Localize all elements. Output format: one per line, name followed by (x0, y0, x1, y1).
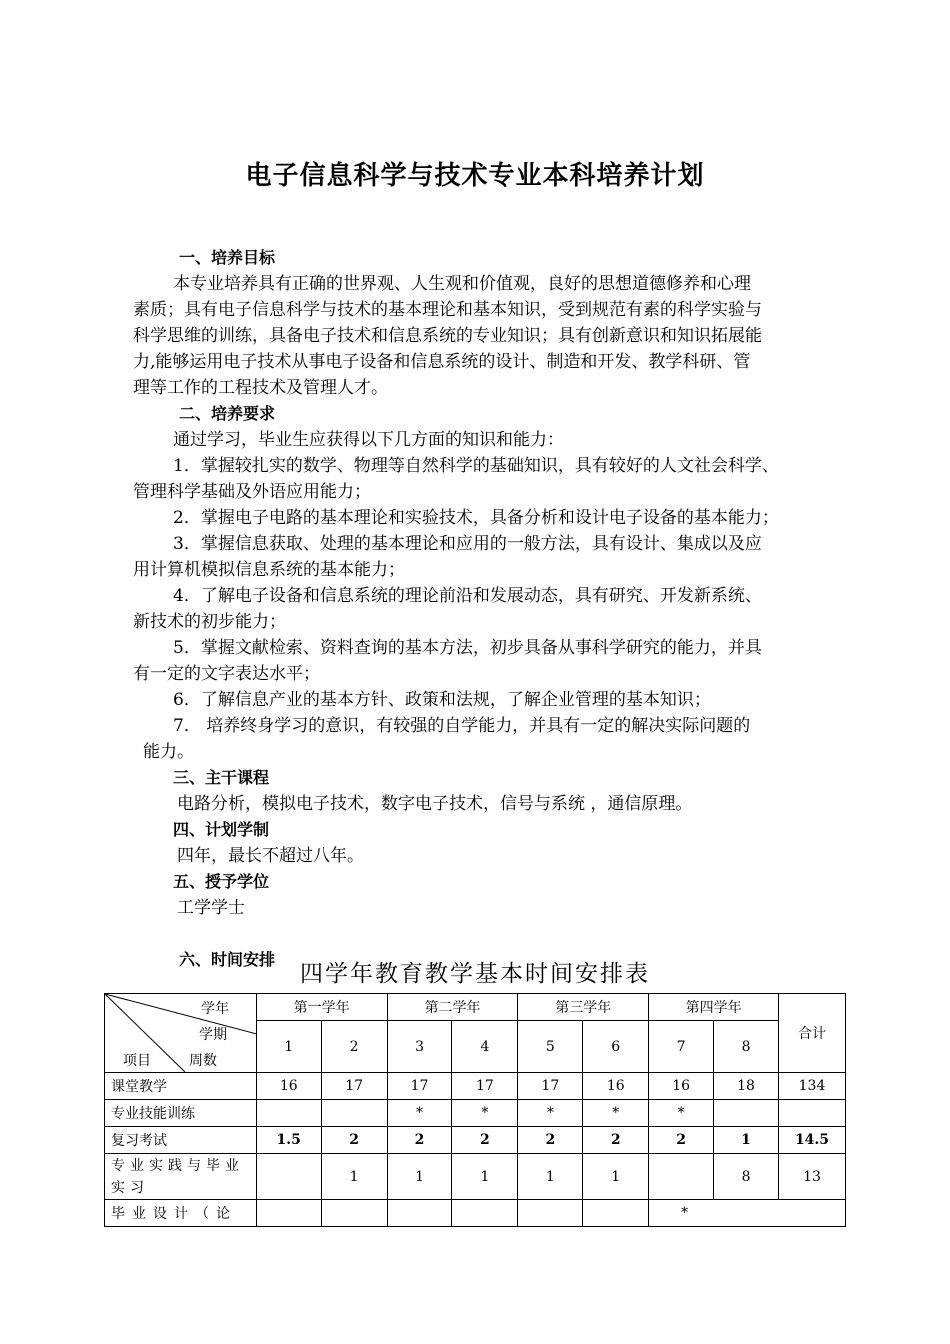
table-cell (714, 1100, 779, 1127)
objectives-line: 理等工作的工程技术及管理人才。 (133, 378, 388, 398)
table-cell: 16 (256, 1073, 321, 1100)
table-cell: 17 (518, 1073, 583, 1100)
corner-term-label: 学期 (199, 1027, 227, 1043)
table-cell: 2 (321, 1127, 387, 1154)
requirements-line: 7． 培养终身学习的意识，有较强的自学能力，并具有一定的解决实际问题的 (173, 716, 751, 736)
requirements-line: 通过学习，毕业生应获得以下几方面的知识和能力： (173, 430, 564, 450)
table-cell: 17 (452, 1073, 518, 1100)
section-heading-courses: 三、主干课程 (173, 768, 270, 787)
table-row (105, 1127, 846, 1154)
spacer (133, 921, 858, 947)
objectives-line: 科学思维的训练，具备电子技术和信息系统的专业知识；具有创新意识和知识拓展能 (133, 326, 762, 346)
table-cell: * (583, 1100, 649, 1127)
table-cell-total: 14.5 (778, 1127, 845, 1154)
term-header: 5 (518, 1021, 583, 1073)
row-label: 毕业设计（论 (105, 1200, 257, 1227)
table-cell (649, 1154, 714, 1200)
table-cell: 1 (583, 1154, 649, 1200)
section-heading-requirements: 二、培养要求 (179, 404, 276, 423)
table-cell: 16 (649, 1073, 714, 1100)
year-header: 第二学年 (387, 994, 518, 1021)
corner-year-label: 学年 (201, 1001, 229, 1017)
row-label: 专业实践与毕业实习 (105, 1154, 257, 1200)
table-cell (256, 1100, 321, 1127)
table-cell-total (778, 1100, 845, 1127)
table-cell: 16 (583, 1073, 649, 1100)
term-header: 6 (583, 1021, 649, 1073)
table-cell: * (452, 1100, 518, 1127)
table-row (105, 1073, 846, 1100)
table-cell: 18 (714, 1073, 779, 1100)
table-row (105, 1200, 846, 1227)
table-cell-total: 134 (778, 1073, 845, 1100)
term-header: 1 (256, 1021, 321, 1073)
table-row (105, 1100, 846, 1127)
table-cell: 2 (649, 1127, 714, 1154)
corner-item-label: 项目 (123, 1053, 151, 1069)
document-body (133, 245, 858, 973)
table-cell: 2 (387, 1127, 452, 1154)
page-title: 电子信息科学与技术专业本科培养计划 (245, 161, 705, 191)
table-cell: 8 (714, 1154, 779, 1200)
requirements-line: 有一定的文字表达水平； (133, 664, 320, 684)
term-header: 4 (452, 1021, 518, 1073)
table-cell: 2 (452, 1127, 518, 1154)
requirements-line: 1．掌握较扎实的数学、物理等自然科学的基础知识，具有较好的人文社会科学、 (173, 456, 779, 476)
requirements-line: 6．了解信息产业的基本方针、政策和法规，了解企业管理的基本知识； (173, 690, 711, 710)
requirements-line: 新技术的初步能力； (133, 612, 286, 632)
table-cell (387, 1200, 452, 1227)
table-corner-header (105, 994, 257, 1073)
table-cell (256, 1200, 321, 1227)
table-cell-total: 13 (778, 1154, 845, 1200)
schedule-table (104, 993, 846, 1227)
row-label: 专业技能训练 (105, 1100, 257, 1127)
table-cell: 1 (452, 1154, 518, 1200)
table-cell: * (518, 1100, 583, 1127)
row-label: 复习考试 (105, 1127, 257, 1154)
table-cell: * (649, 1100, 714, 1127)
table-row (105, 1154, 846, 1200)
table-cell (583, 1200, 649, 1227)
section-heading-degree: 五、授予学位 (173, 872, 270, 891)
table-cell: 17 (387, 1073, 452, 1100)
table-cell (321, 1100, 387, 1127)
table-cell: 1 (714, 1127, 779, 1154)
requirements-line: 管理科学基础及外语应用能力； (133, 482, 371, 502)
corner-weeks-label: 周数 (189, 1053, 217, 1069)
objectives-line: 力,能够运用电子技术从事电子设备和信息系统的设计、制造和开发、教学科研、管 (133, 352, 751, 372)
table-cell: 2 (583, 1127, 649, 1154)
duration-text: 四年，最长不超过八年。 (177, 846, 364, 866)
section-heading-objectives: 一、培养目标 (179, 248, 276, 267)
term-header: 2 (321, 1021, 387, 1073)
table-cell: * (387, 1100, 452, 1127)
requirements-line: 3．掌握信息获取、处理的基本理论和应用的一般方法，具有设计、集成以及应 (173, 534, 762, 554)
table-cell: 1 (387, 1154, 452, 1200)
section-heading-duration: 四、计划学制 (173, 820, 270, 839)
table-cell: 1.5 (256, 1127, 321, 1154)
section-heading-schedule: 六、时间安排 (179, 950, 276, 969)
table-cell (518, 1200, 583, 1227)
term-header: 8 (714, 1021, 779, 1073)
table-title: 四学年教育教学基本时间安排表 (300, 961, 650, 987)
total-header: 合计 (778, 994, 845, 1073)
requirements-line: 用计算机模拟信息系统的基本能力； (133, 560, 405, 580)
term-header: 7 (649, 1021, 714, 1073)
table-cell: 2 (518, 1127, 583, 1154)
term-header: 3 (387, 1021, 452, 1073)
courses-text: 电路分析，模拟电子技术，数字电子技术，信号与系统 ，通信原理。 (177, 794, 693, 814)
requirements-line: 4．了解电子设备和信息系统的理论前沿和发展动态，具有研究、开发新系统、 (173, 586, 762, 606)
objectives-line: 素质；具有电子信息科学与技术的基本理论和基本知识，受到规范有素的科学实验与 (133, 300, 762, 320)
degree-text: 工学学士 (177, 898, 245, 918)
table-cell: 1 (321, 1154, 387, 1200)
requirements-line: 5．掌握文献检索、资料查询的基本方法，初步具备从事科学研究的能力，并具 (173, 638, 762, 658)
year-header: 第四学年 (649, 994, 779, 1021)
table-cell (321, 1200, 387, 1227)
table-cell (256, 1154, 321, 1200)
table-cell-merged: * (649, 1200, 846, 1227)
requirements-line: 能力。 (143, 742, 194, 762)
objectives-line: 本专业培养具有正确的世界观、人生观和价值观，良好的思想道德修养和心理 (173, 274, 751, 294)
year-header: 第一学年 (256, 994, 387, 1021)
table-cell: 1 (518, 1154, 583, 1200)
year-header: 第三学年 (518, 994, 649, 1021)
table-cell (452, 1200, 518, 1227)
requirements-line: 2．掌握电子电路的基本理论和实验技术，具备分析和设计电子设备的基本能力； (173, 508, 779, 528)
table-cell: 17 (321, 1073, 387, 1100)
row-label: 课堂教学 (105, 1073, 257, 1100)
